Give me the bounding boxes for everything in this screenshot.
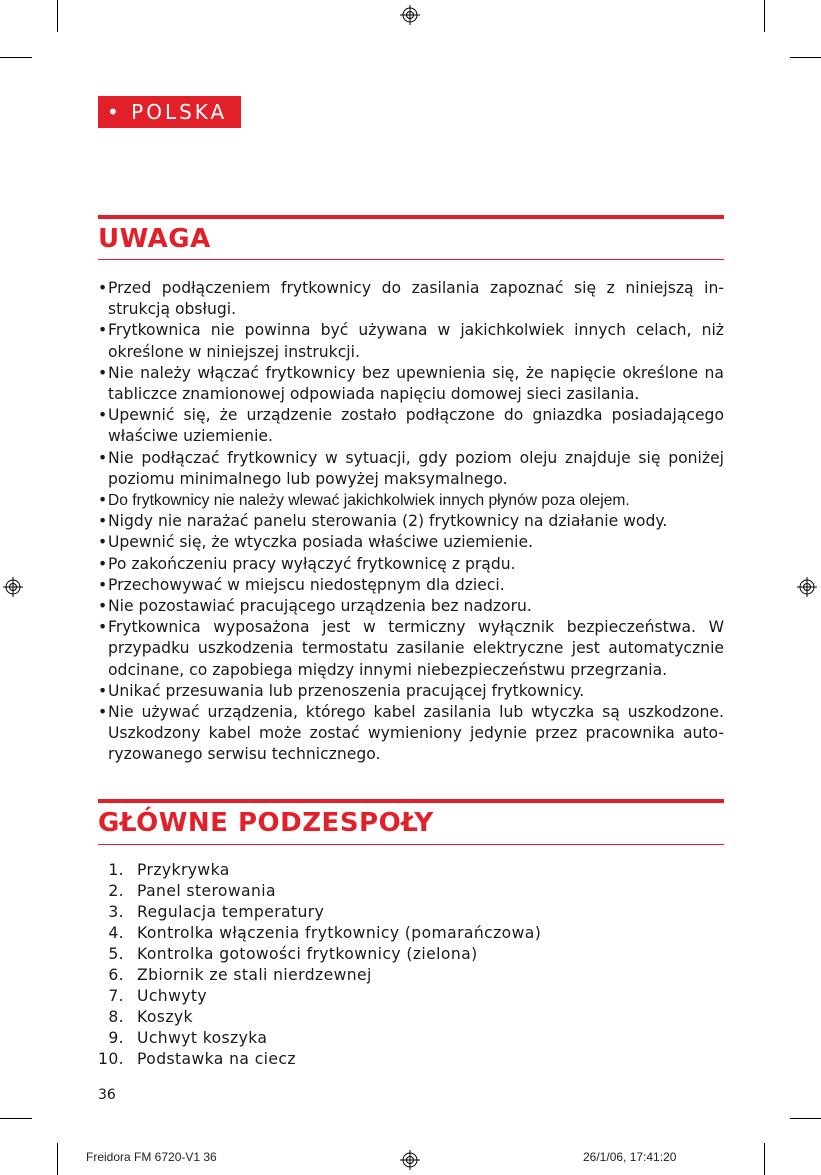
list-item: 3. Regulacja temperatury bbox=[108, 903, 325, 921]
list-item: 10. Podstawka na ciecz bbox=[98, 1050, 296, 1068]
parts-heading: GŁÓWNE PODZESPOŁY bbox=[98, 808, 434, 838]
crop-mark-top-right-v bbox=[764, 0, 765, 32]
list-item: • Upewnić się, że urządzenie zostało podłączone do gniazdka posiadającego właściwe uziemienie. bbox=[98, 406, 724, 446]
crop-mark-top-right-h bbox=[790, 57, 821, 58]
list-item: • Nie podłączać frytkownicy w sytuacji, gdy poziom oleju znajduje się poniżej poziomu minimalnego lub powyżej maksymalnego. bbox=[98, 448, 724, 488]
list-item: 1. Przykrywka bbox=[108, 861, 230, 879]
list-item: • Nigdy nie narażać panelu sterowania (2) frytkownicy na działanie wody. bbox=[98, 512, 668, 531]
list-item: • Nie używać urządzenia, którego kabel zasilania lub wtyczka są uszkodzone. Uszkodzony kabel może zostać wymieniony jedynie przez pracownika auto-ryzowanego serwisu technicznego. bbox=[98, 703, 724, 764]
registration-mark-icon bbox=[400, 1150, 420, 1170]
list-item: • Frytkownica wyposażona jest w termiczny wyłącznik bezpieczeństwa. W przypadku uszkodzenia termostatu zasilanie elektryczne jest automatycznie odcinane, co zapobiega między innymi niebezpieczeństwu przegrzania. bbox=[98, 618, 724, 679]
list-item: 5. Kontrolka gotowości frytkownicy (zielona) bbox=[108, 945, 478, 963]
section-rule-thick bbox=[98, 215, 724, 219]
list-item: • Przechowywać w miejscu niedostępnym dla dzieci. bbox=[98, 575, 505, 594]
crop-mark-bottom-left-v bbox=[57, 1143, 58, 1175]
registration-mark-icon bbox=[3, 577, 23, 597]
page-number: 36 bbox=[98, 1087, 116, 1103]
registration-mark-icon bbox=[400, 5, 420, 25]
list-item: 4. Kontrolka włączenia frytkownicy (pomarańczowa) bbox=[108, 924, 542, 942]
list-item: • Do frytkownicy nie należy wlewać jakichkolwiek innych płynów poza olejem. bbox=[98, 491, 630, 510]
list-item: • Nie pozostawiać pracującego urządzenia bez nadzoru. bbox=[98, 597, 532, 616]
footer-left: Freidora FM 6720-V1 36 bbox=[86, 1150, 217, 1164]
list-item: • Nie należy włączać frytkownicy bez upewnienia się, że napięcie określone na tabliczce znamionowej odpowiada napięciu domowej sieci zasilania. bbox=[98, 363, 724, 404]
section-rule-thin bbox=[98, 259, 724, 260]
list-item: • Po zakończeniu pracy wyłączyć frytkownicę z prądu. bbox=[98, 554, 516, 573]
list-item: 7. Uchwyty bbox=[108, 987, 207, 1005]
crop-mark-bottom-right-h bbox=[790, 1118, 821, 1119]
section-rule-thin bbox=[98, 844, 724, 845]
list-item: 9. Uchwyt koszyka bbox=[108, 1029, 268, 1047]
list-item: • Unikać przesuwania lub przenoszenia pracującej frytkownicy. bbox=[98, 681, 585, 700]
language-tab: • POLSKA bbox=[98, 96, 241, 128]
crop-mark-bottom-left-h bbox=[0, 1118, 32, 1119]
crop-mark-top-left-v bbox=[57, 0, 58, 32]
section-rule-thick bbox=[98, 799, 724, 803]
list-item: • Przed podłączeniem frytkownicy do zasilania zapoznać się z niniejszą in-strukcją obsługi. bbox=[98, 279, 724, 319]
list-item: 8. Koszyk bbox=[108, 1008, 193, 1026]
parts-list bbox=[98, 860, 724, 1070]
registration-mark-icon bbox=[797, 577, 817, 597]
footer-right: 26/1/06, 17:41:20 bbox=[583, 1150, 677, 1164]
warning-list bbox=[98, 278, 724, 766]
warning-heading: UWAGA bbox=[98, 224, 211, 254]
crop-mark-top-left-h bbox=[0, 57, 32, 58]
crop-mark-bottom-right-v bbox=[764, 1143, 765, 1175]
list-item: • Upewnić się, że wtyczka posiada właściwe uziemienie. bbox=[98, 533, 534, 552]
list-item: 6. Zbiornik ze stali nierdzewnej bbox=[108, 966, 372, 984]
list-item: 2. Panel sterowania bbox=[108, 882, 276, 900]
list-item: • Frytkownica nie powinna być używana w jakichkolwiek innych celach, niż określone w niniejszej instrukcji. bbox=[98, 321, 724, 361]
